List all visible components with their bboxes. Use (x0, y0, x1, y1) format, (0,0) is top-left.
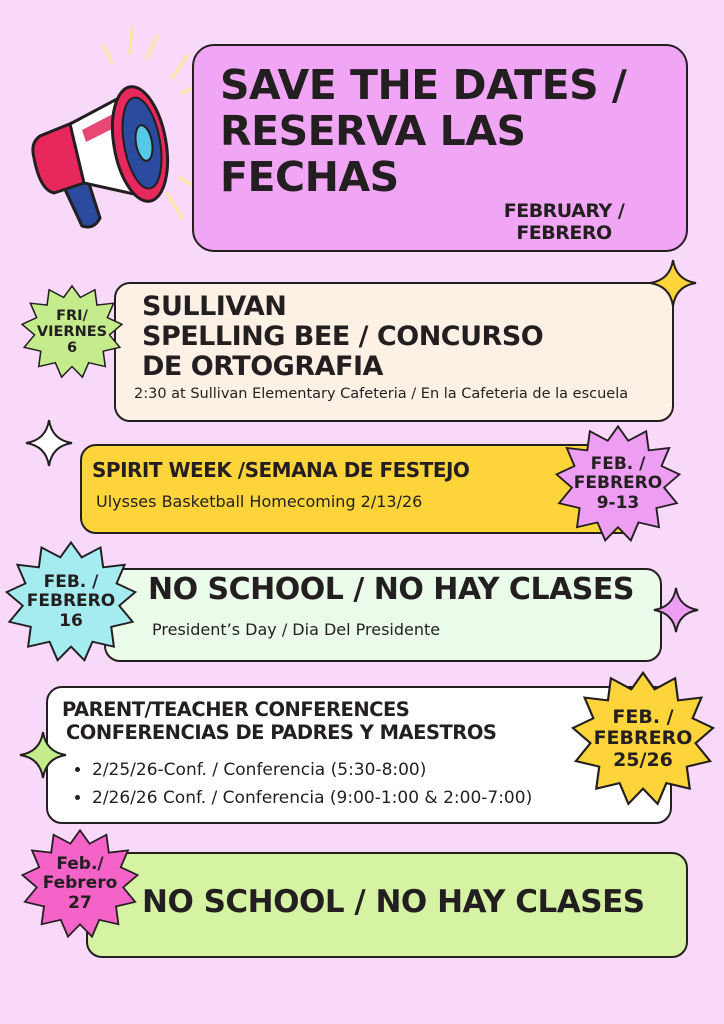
header-card (192, 44, 688, 252)
event-card-no-school-27 (86, 852, 688, 958)
event-title: SULLIVAN SPELLING BEE / CONCURSO DE ORTOGRAFIA (142, 291, 544, 382)
event-card-presidents-day (104, 568, 662, 662)
badge-date-text: FEB. / FEBRERO 25/26 (593, 706, 693, 771)
list-item: • 2/26/26 Conf. / Conferencia (9:00-1:00 & 2:00-7:00) (92, 788, 692, 808)
list-item: • 2/25/26-Conf. / Conferencia (5:30-8:00) (92, 760, 692, 780)
date-badge-feb-6 (20, 284, 124, 380)
month-label: FEBRUARY / FEBRERO (503, 200, 625, 244)
sparkle-icon (652, 586, 700, 634)
date-badge-feb-16 (4, 540, 138, 664)
event-title: NO SCHOOL / NO HAY CLASES (148, 572, 634, 607)
event-title: NO SCHOOL / NO HAY CLASES (142, 884, 645, 920)
badge-date-text: FEB. / FEBRERO 16 (26, 572, 116, 631)
badge-date-text: Feb./ Febrero 27 (42, 854, 118, 913)
badge-date-text: FEB. / FEBRERO 9-13 (573, 454, 663, 513)
page-title: SAVE THE DATES / RESERVA LAS FECHAS (220, 61, 627, 201)
date-badge-feb-9-13 (554, 424, 682, 544)
event-title: PARENT/TEACHER CONFERENCES CONFERENCIAS DE PADRES Y MAESTROS (62, 698, 497, 744)
badge-date-text: FRI/ VIERNES 6 (36, 307, 108, 357)
sparkle-icon (18, 730, 68, 780)
date-badge-feb-27 (20, 828, 140, 940)
event-card-spelling-bee (114, 282, 674, 422)
event-detail: Ulysses Basketball Homecoming 2/13/26 (96, 492, 423, 511)
event-title: SPIRIT WEEK /SEMANA DE FESTEJO (92, 458, 470, 482)
date-badge-feb-25-26 (570, 670, 716, 808)
sparkle-icon (648, 258, 698, 308)
event-detail: President’s Day / Dia Del Presidente (152, 620, 441, 639)
event-detail: 2:30 at Sullivan Elementary Cafeteria / En la Cafeteria de la escuela (134, 386, 629, 402)
sparkle-icon (24, 418, 74, 468)
